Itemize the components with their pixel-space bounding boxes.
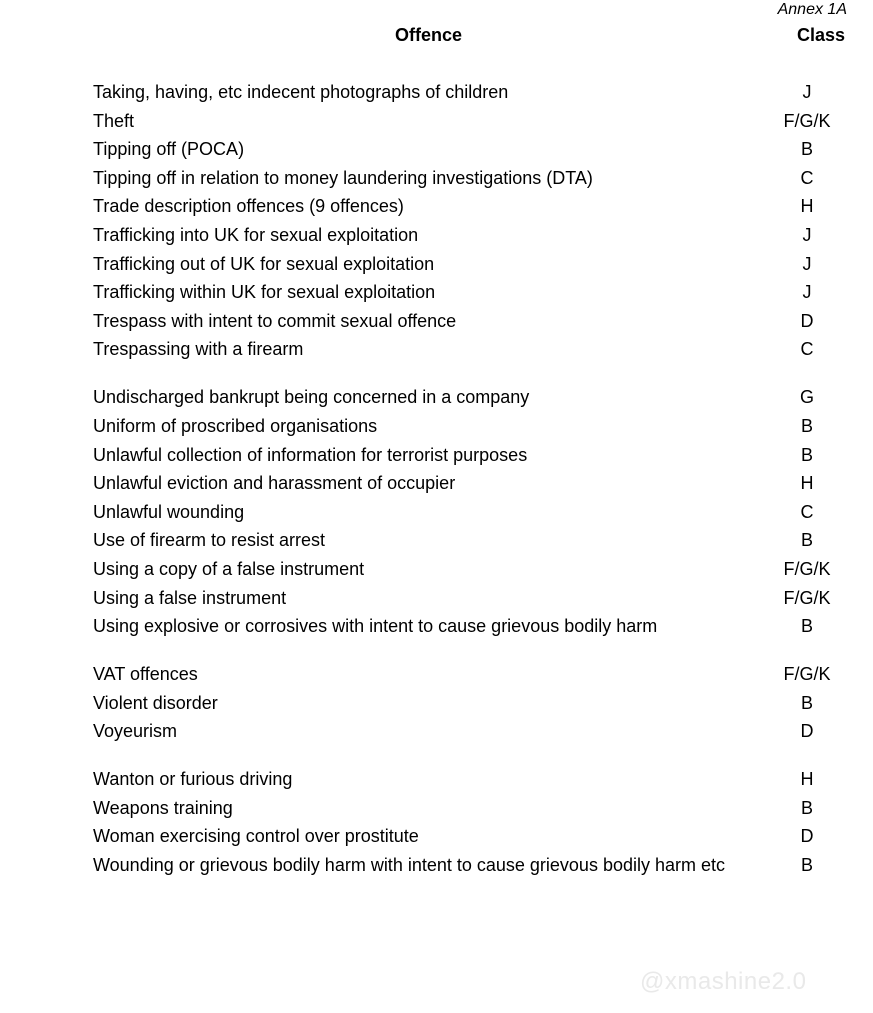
- offence-cell: Trade description offences (9 offences): [93, 196, 404, 217]
- offence-cell: Woman exercising control over prostitute: [93, 826, 419, 847]
- table-row: [93, 168, 853, 188]
- watermark: @xmashine2.0: [640, 968, 807, 995]
- class-cell: B: [800, 692, 813, 713]
- table-row: [93, 225, 853, 245]
- offence-cell: Trafficking out of UK for sexual exploitation: [93, 253, 435, 274]
- class-cell: H: [800, 769, 814, 790]
- offence-cell: Using a false instrument: [93, 587, 287, 608]
- offence-cell: Unlawful collection of information for terrorist purposes: [93, 444, 528, 465]
- table-row: [93, 254, 853, 274]
- offence-cell: Uniform of proscribed organisations: [93, 415, 378, 436]
- offence-cell: Undischarged bankrupt being concerned in a company: [93, 387, 530, 408]
- class-cell: F/G/K: [783, 110, 831, 131]
- offence-cell: VAT offences: [93, 664, 198, 685]
- class-cell: F/G/K: [783, 587, 831, 608]
- class-cell: J: [802, 282, 812, 303]
- offence-cell: Wanton or furious driving: [93, 769, 293, 790]
- offence-group: [93, 82, 853, 359]
- table-row: [93, 769, 853, 789]
- table-row: [93, 339, 853, 359]
- class-cell: C: [800, 501, 814, 522]
- class-cell: J: [802, 253, 812, 274]
- table-row: [93, 196, 853, 216]
- class-cell: H: [800, 473, 814, 494]
- table-row: [93, 387, 853, 407]
- table-row: [93, 664, 853, 684]
- class-cell: D: [800, 721, 814, 742]
- table-row: [93, 693, 853, 713]
- class-cell: J: [802, 82, 812, 102]
- class-cell: F/G/K: [783, 558, 831, 579]
- table-row: [93, 502, 853, 522]
- class-cell: D: [800, 310, 814, 331]
- class-column-header: Class: [796, 25, 845, 45]
- table-row: [93, 473, 853, 493]
- table-row: [93, 139, 853, 159]
- table-row: [93, 311, 853, 331]
- offence-group: [93, 769, 853, 875]
- offence-cell: Unlawful wounding: [93, 501, 245, 522]
- class-cell: B: [800, 444, 813, 465]
- class-cell: B: [800, 616, 813, 637]
- annex-label: Annex 1A: [777, 1, 847, 18]
- offence-cell: Theft: [93, 110, 135, 131]
- offence-cell: Weapons training: [93, 797, 233, 818]
- table-row: [93, 559, 853, 579]
- offence-cell: Use of firearm to resist arrest: [93, 530, 326, 551]
- table-row: [93, 588, 853, 608]
- offence-cell: Tipping off (POCA): [93, 139, 245, 160]
- class-cell: B: [800, 530, 813, 551]
- class-cell: F/G/K: [783, 664, 831, 685]
- offence-cell: Voyeurism: [93, 721, 178, 742]
- table-row: [93, 445, 853, 465]
- class-cell: B: [800, 415, 813, 436]
- class-cell: B: [800, 139, 813, 160]
- table-row: [93, 616, 853, 636]
- offence-cell: Wounding or grievous bodily harm with intent to cause grievous bodily harm etc: [93, 855, 725, 876]
- table-row: [93, 82, 853, 102]
- table-row: [93, 530, 853, 550]
- table-row: [93, 721, 853, 741]
- offence-cell: Using a copy of a false instrument: [93, 558, 365, 579]
- offence-column-header: Offence: [395, 25, 463, 45]
- class-cell: C: [800, 167, 814, 188]
- class-cell: J: [802, 224, 812, 245]
- offence-cell: Trespass with intent to commit sexual offence: [93, 310, 457, 331]
- table-row: [93, 111, 853, 131]
- offence-cell: Trafficking into UK for sexual exploitation: [93, 224, 419, 245]
- offence-cell: Trespassing with a firearm: [93, 339, 304, 360]
- offence-group: [93, 387, 853, 636]
- offence-cell: Tipping off in relation to money laundering investigations (DTA): [93, 167, 593, 188]
- table-row: [93, 282, 853, 302]
- class-cell: D: [800, 826, 814, 847]
- offence-cell: Unlawful eviction and harassment of occupier: [93, 473, 456, 494]
- class-cell: G: [799, 387, 814, 408]
- table-row: [93, 855, 853, 875]
- offence-cell: Trafficking within UK for sexual exploitation: [93, 282, 436, 303]
- table-row: [93, 798, 853, 818]
- table-row: [93, 826, 853, 846]
- offence-group: [93, 664, 853, 741]
- offence-cell: Violent disorder: [93, 692, 218, 713]
- offence-table: [93, 82, 853, 903]
- offence-cell: Taking, having, etc indecent photographs of children: [93, 82, 509, 102]
- table-row: [93, 416, 853, 436]
- class-cell: B: [800, 797, 813, 818]
- class-cell: C: [800, 339, 814, 360]
- class-cell: B: [800, 855, 813, 876]
- class-cell: H: [800, 196, 814, 217]
- offence-cell: Using explosive or corrosives with intent to cause grievous bodily harm: [93, 616, 658, 637]
